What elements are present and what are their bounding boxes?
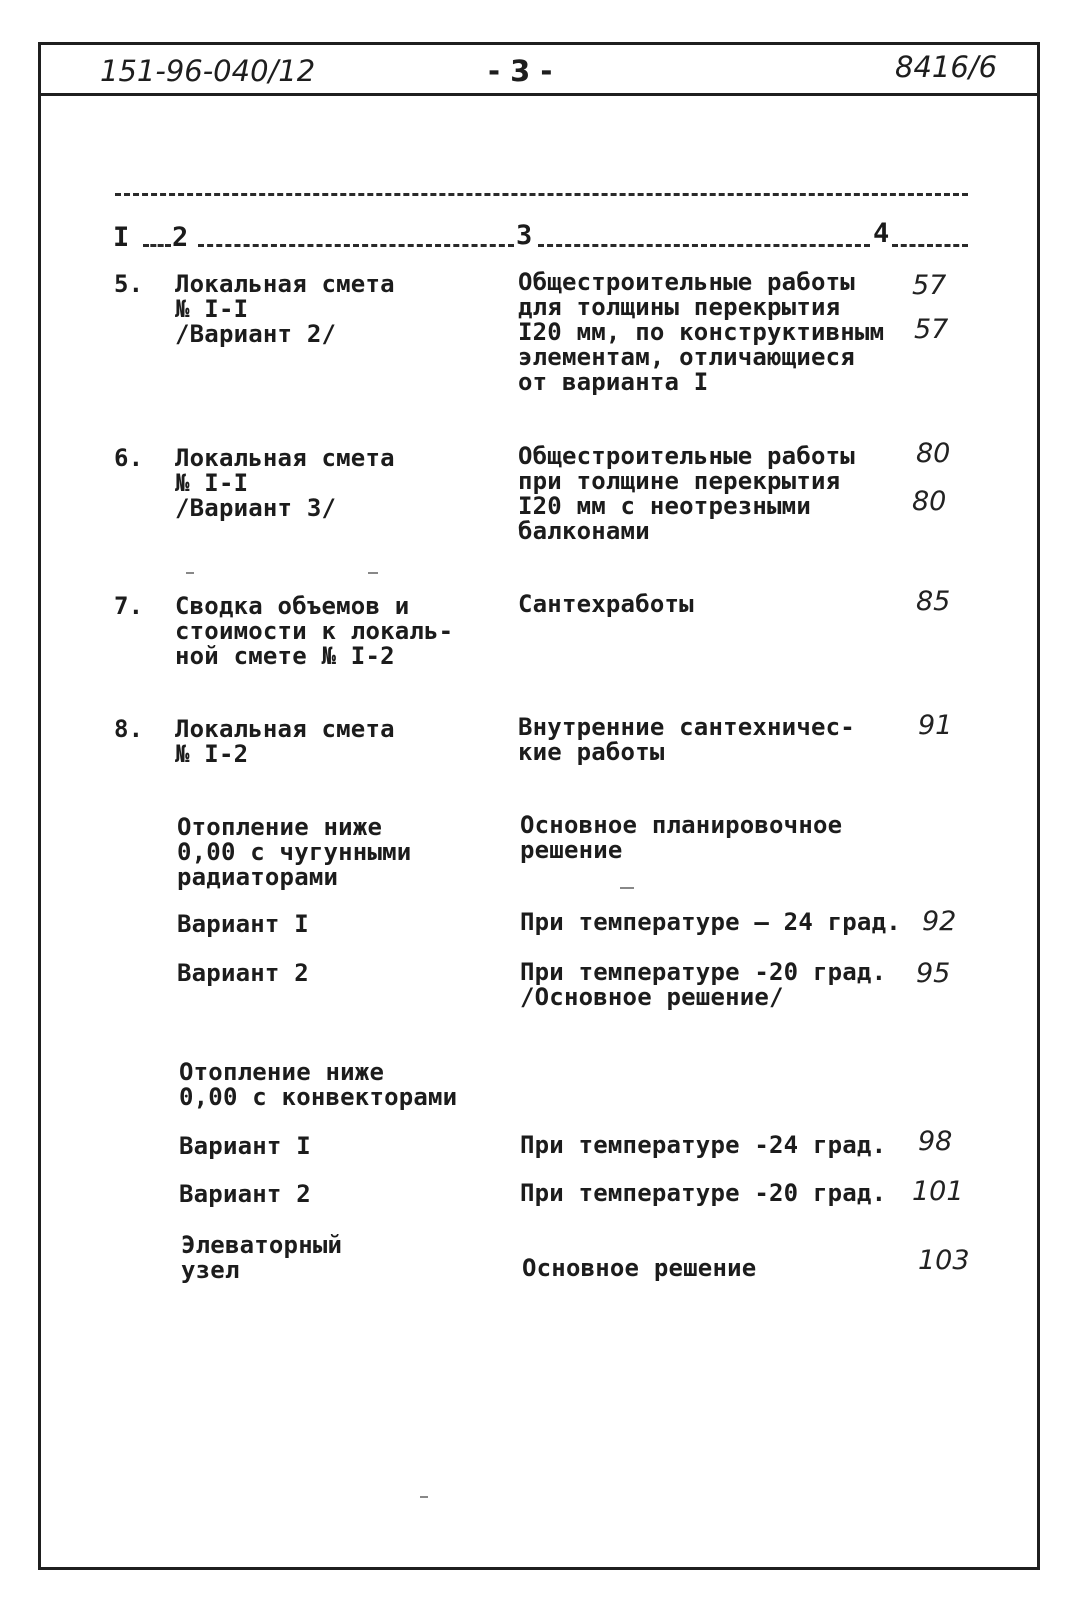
header-rule-seg	[892, 244, 968, 247]
row-description: Внутренние сантехничес- кие работы	[518, 713, 855, 766]
header-divider	[38, 93, 1040, 96]
sub-page: 98	[918, 1126, 953, 1157]
column-number-4: 4	[873, 218, 890, 249]
sub-description: Основное решение	[522, 1254, 757, 1282]
scan-speck	[420, 1496, 428, 1498]
header-rule-seg	[538, 244, 870, 247]
scan-speck	[368, 572, 378, 574]
row-page: 80	[912, 486, 947, 517]
scan-speck	[186, 572, 194, 574]
column-number-2: 2	[172, 222, 189, 253]
table-top-rule	[115, 193, 968, 196]
column-number-3: 3	[516, 220, 533, 251]
row-page: 57	[912, 270, 947, 301]
row-number: 8.	[114, 715, 144, 743]
row-document: Локальная смета № I-I /Вариант 2/	[175, 270, 395, 348]
sub-document: Отопление ниже 0,00 с конвекторами	[179, 1058, 458, 1111]
row-number: 5.	[114, 270, 144, 298]
doc-code: 151-96-040/12	[100, 54, 316, 88]
sub-description: При температуре -20 град. /Основное решение/	[520, 958, 887, 1011]
row-description: Общестроительные работы при толщине перекрытия I20 мм с неотрезными балконами	[518, 442, 855, 545]
sub-description: При температуре – 24 град.	[520, 908, 901, 936]
column-number-1: I	[113, 222, 130, 253]
sub-description: При температуре -20 град.	[520, 1179, 887, 1207]
sub-document: Вариант 2	[179, 1180, 311, 1208]
sub-document: Элеваторный узел	[181, 1231, 343, 1284]
row-document: Сводка объемов и стоимости к локаль- ной смете № I-2	[175, 592, 454, 670]
sub-page: 101	[912, 1176, 964, 1207]
row-page: 80	[916, 438, 951, 469]
row-number: 6.	[114, 444, 144, 472]
row-number: 7.	[114, 592, 144, 620]
sub-document: Вариант I	[179, 1132, 311, 1160]
sub-page: 92	[922, 906, 957, 937]
row-document: Локальная смета № I-I /Вариант 3/	[175, 444, 395, 522]
scan-speck	[620, 887, 634, 889]
header-rule-seg	[198, 244, 514, 247]
row-page: 91	[918, 710, 953, 741]
row-page: 57	[914, 314, 949, 345]
sheet-code: 8416/6	[895, 50, 998, 84]
sub-description: Основное планировочное решение	[520, 811, 843, 864]
sub-document: Вариант I	[177, 910, 309, 938]
row-page: 85	[916, 586, 951, 617]
sub-document: Вариант 2	[177, 959, 309, 987]
row-description: Общестроительные работы для толщины перекрытия I20 мм, по конструктивным элементам, отличающиеся от варианта I	[518, 268, 885, 396]
sub-document: Отопление ниже 0,00 с чугунными радиаторами	[177, 813, 412, 891]
row-description: Сантехработы	[518, 590, 694, 618]
page-number: - 3 -	[488, 54, 553, 88]
header-rule-seg	[143, 244, 171, 247]
row-document: Локальная смета № I-2	[175, 715, 395, 768]
sub-page: 95	[916, 958, 951, 989]
sub-page: 103	[918, 1245, 970, 1276]
sub-description: При температуре -24 град.	[520, 1131, 887, 1159]
